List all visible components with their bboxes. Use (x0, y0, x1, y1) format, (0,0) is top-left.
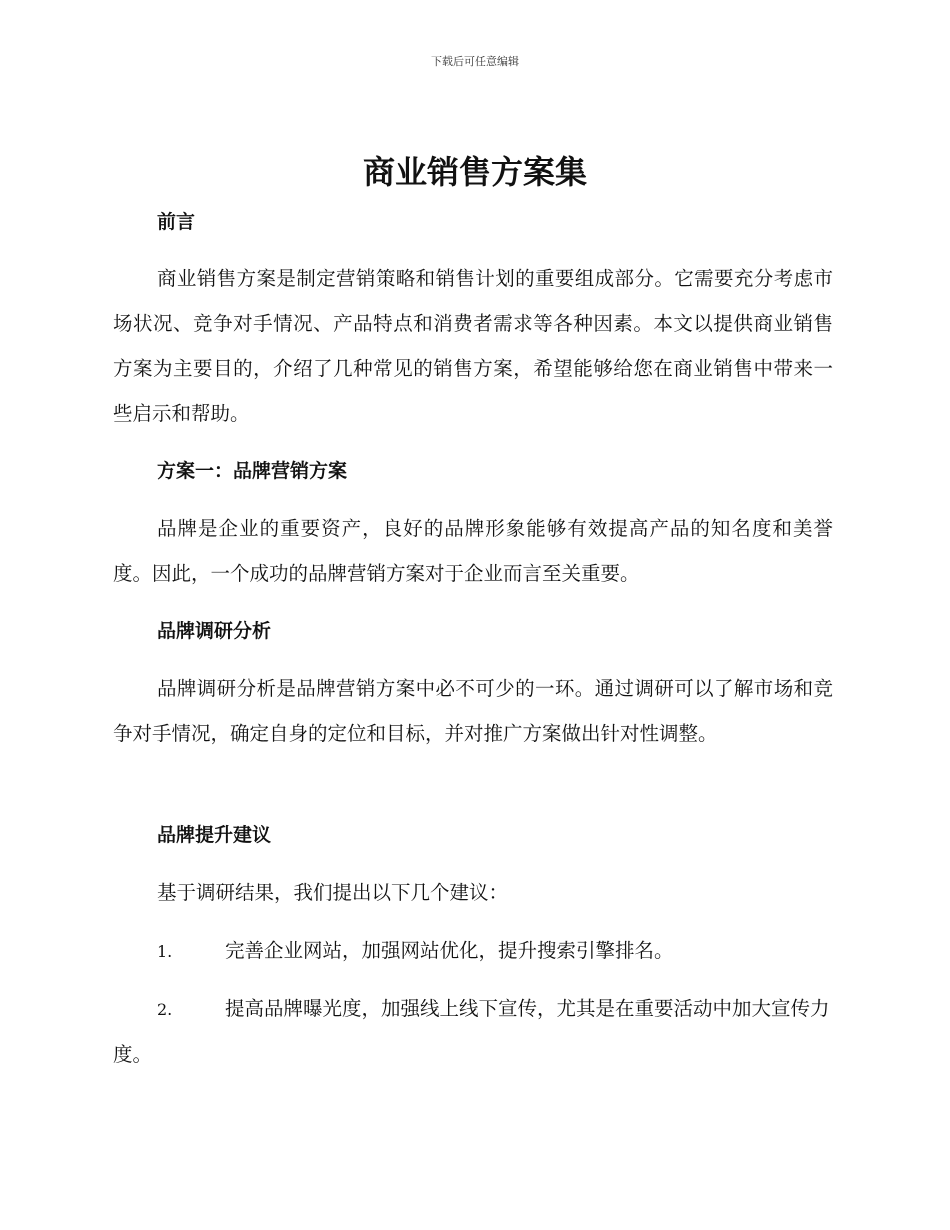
plan1-heading: 方案一：品牌营销方案 (157, 460, 348, 482)
suggest-heading: 品牌提升建议 (157, 824, 272, 846)
plan1-paragraph: 品牌是企业的重要资产，良好的品牌形象能够有效提高产品的知名度和美誉度。因此，一个成功的品牌营销方案对于企业而言至关重要。 (113, 517, 833, 585)
preface-heading: 前言 (157, 211, 196, 233)
research-heading: 品牌调研分析 (157, 620, 272, 642)
list-text: 完善企业网站，加强网站优化，提升搜索引擎排名。 (225, 939, 674, 962)
research-paragraph: 品牌调研分析是品牌营销方案中必不可少的一环。通过调研可以了解市场和竞争对手情况，确定自身的定位和目标，并对推广方案做出针对性调整。 (113, 677, 833, 745)
list-number: 1. (157, 942, 173, 961)
preface-paragraph: 商业销售方案是制定营销策略和销售计划的重要组成部分。它需要充分考虑市场状况、竞争对手情况、产品特点和消费者需求等各种因素。本文以提供商业销售方案为主要目的，介绍了几种常见的销售方案，希望能够给您在商业销售中带来一些启示和帮助。 (113, 267, 833, 425)
suggest-intro: 基于调研结果，我们提出以下几个建议： (157, 881, 509, 904)
document-title: 商业销售方案集 (362, 153, 587, 191)
list-number: 2. (157, 1000, 173, 1019)
header-note: 下载后可任意编辑 (431, 55, 519, 68)
list-item (113, 928, 833, 974)
list-item (113, 986, 833, 1077)
list-text: 提高品牌曝光度，加强线上线下宣传，尤其是在重要活动中加大宣传力度。 (113, 997, 830, 1066)
